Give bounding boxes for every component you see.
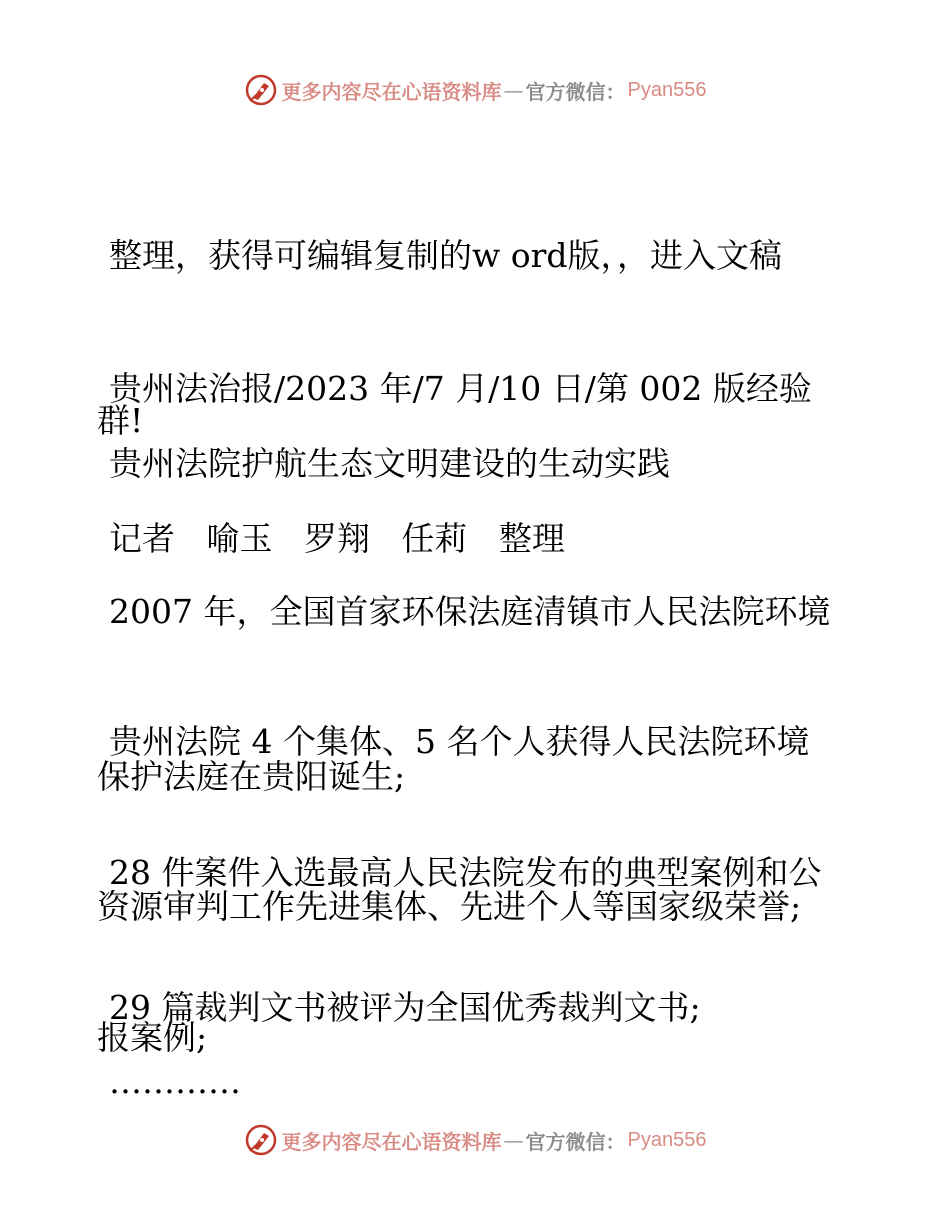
- watermark-text: 更多内容尽在心语资料库: [281, 1129, 502, 1154]
- footer-watermark: [0, 1122, 950, 1158]
- paragraph-line: 报案例;: [97, 1018, 208, 1057]
- watermark-id: Pyan556: [627, 1128, 707, 1151]
- paragraph-line: 记者 喻玉 罗翔 任莉 整理: [109, 519, 565, 558]
- ellipsis-line: [97, 944, 857, 1219]
- pen-nib-circle-icon: [244, 1123, 278, 1157]
- watermark-dash: —: [503, 1128, 524, 1152]
- watermark-label: 官方微信：: [525, 79, 626, 104]
- watermark-dash: —: [503, 78, 524, 102]
- paragraph-line: 保护法庭在贵阳诞生;: [97, 757, 406, 796]
- paragraph-line: 贵州法治报/2023 年/7 月/10 日/第 002 版经验: [109, 369, 812, 408]
- watermark-id: Pyan556: [627, 78, 707, 101]
- paragraph-line: 28 件案件入选最高人民法院发布的典型案例和公: [109, 853, 822, 892]
- paragraph-line: 贵州法院护航生态文明建设的生动实践: [109, 444, 670, 483]
- paragraph-line: 29 篇裁判文书被评为全国优秀裁判文书;: [109, 988, 701, 1027]
- paragraph-line: 资源审判工作先进集体、先进个人等国家级荣誉;: [97, 887, 802, 926]
- paragraph-line: …………: [109, 1062, 241, 1101]
- paragraph-line: 2007 年，全国首家环保法庭清镇市人民法院环境: [109, 592, 831, 631]
- watermark-text: 更多内容尽在心语资料库: [281, 79, 502, 104]
- paragraph-line: 整理，获得可编辑复制的w ord版，，进入文稿: [109, 236, 783, 275]
- header-watermark: [0, 72, 950, 108]
- pen-nib-circle-icon: [244, 73, 278, 107]
- paragraph-line: 贵州法院 4 个集体、5 名个人获得人民法院环境: [109, 722, 810, 761]
- watermark-label: 官方微信：: [525, 1129, 626, 1154]
- paragraph-line: 群!: [97, 401, 144, 440]
